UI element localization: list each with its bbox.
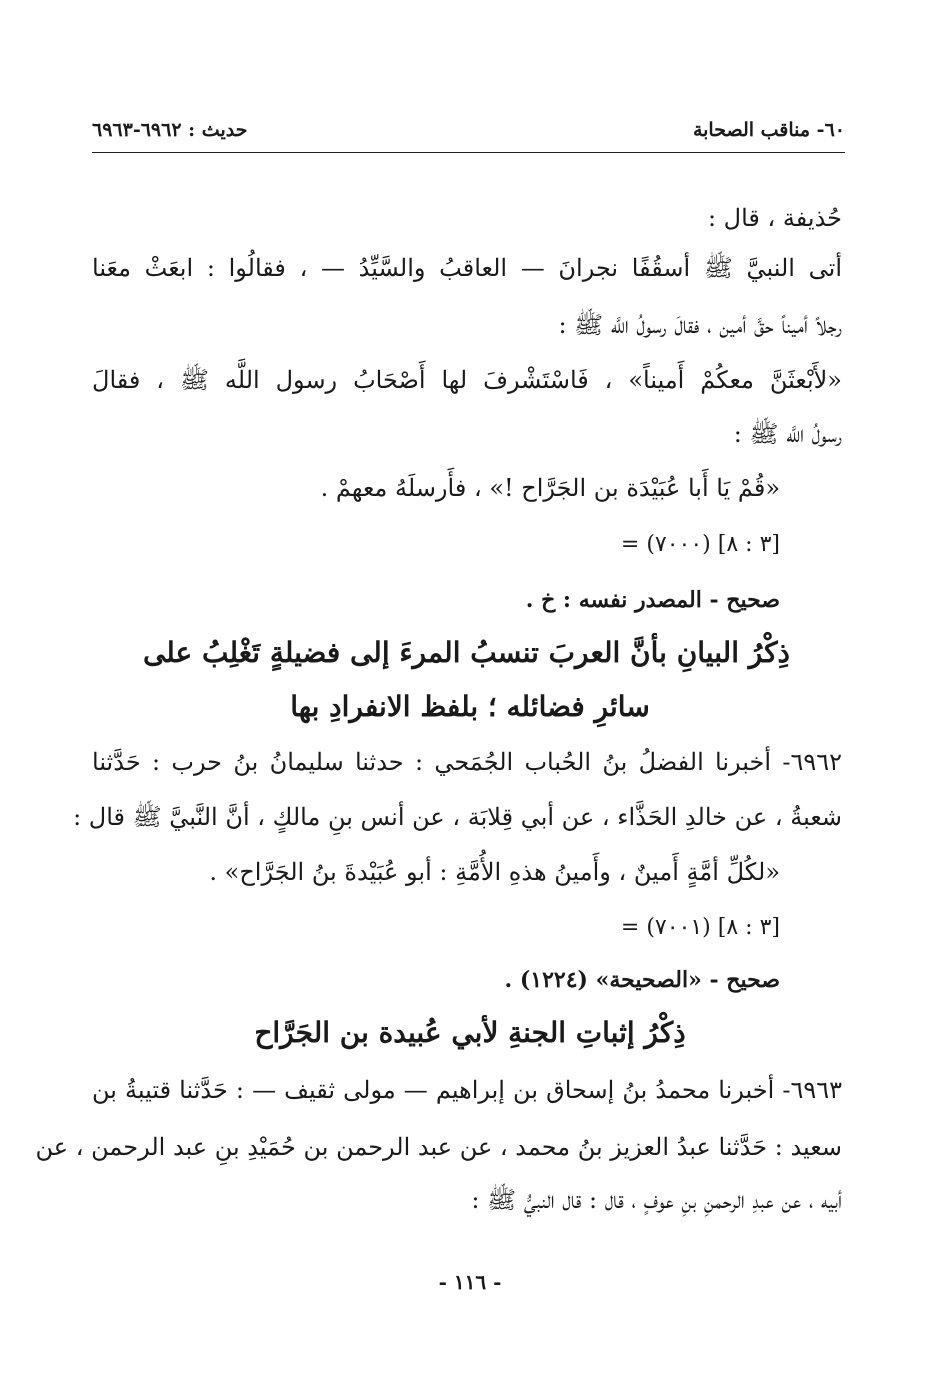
section-title: سائرِ فضائله ؛ بلفظ الانفرادِ بها [290,690,650,723]
reference-line: = (٧٠٠٠) [٣ : ٨] [620,532,780,557]
text-line: ٦٩٦٢- أخبرنا الفضلُ بنُ الحُباب الجُمَحي : حدثنا سليمانُ بنُ حرب : حَدَّثنا [92,748,842,776]
text-line: «لكُلِّ أمَّةٍ أَمينٌ ، وأَمينُ هذهِ الأُمَّةِ : أبو عُبَيْدةَ بنُ الجَرَّاح» . [209,858,780,886]
text-line: سعيد : حَدَّثنا عبدُ العزيز بنُ محمد ، عن عبد الرحمن بن حُمَيْدِ بنِ عبد الرحمن ، عن [35,1133,842,1161]
text-line: ٦٩٦٣- أخبرنا محمدُ بنُ إسحاق بن إبراهيم — مولى ثقيف — : حَدَّثنا قتيبةُ بن [92,1076,842,1104]
text-line: أتى النبيَّ ﷺ أسقُفًا نجرانَ — العاقبُ والسَّيِّدُ — ، فقالُوا : ابعَثْ معَنا [92,254,842,282]
text-line: شعبةُ ، عن خالدِ الحَذَّاء ، عن أبي قِلابَة ، عن أنس بنِ مالكٍ ، أنَّ النَّبيَّ ﷺ قال : [73,803,842,831]
text-line: «قُمْ يَا أَبا عُبَيْدَة بن الجَرَّاح !» ، فأَرسلَهُ معهمْ . [320,474,780,502]
header-chapter: ٦٠- مناقب الصحابة [692,119,845,141]
text-line: حُذيفة ، قال : [707,204,842,232]
header-rule [92,152,845,153]
page-number: - ١١٦ - [438,1270,502,1294]
text-line: أبيه ، عن عبدِ الرحمنِ بنِ عوفٍ ، قال : قال النبيُّ ﷺ : [471,1186,842,1214]
grading-line: صحيح - المصدر نفسه : خ . [525,587,780,613]
section-title: ذِكْرُ البيانِ بأنَّ العربَ تنسبُ المرءَ إلى فضيلةٍ تَغْلِبُ على [142,636,790,669]
section-title: ذِكْرُ إثباتِ الجنةِ لأبي عُبيدة بن الجَرَّاح [254,1016,686,1049]
reference-line: = (٧٠٠١) [٣ : ٨] [620,915,780,940]
text-line: رجلاً أميناً حقَّ أمين ، فقالَ رسولُ اللَّه ﷺ : [558,311,842,339]
header-hadith-range: حديث : ٦٩٦٢-٦٩٦٣ [92,119,248,141]
grading-line: صحيح - «الصحيحة» (١٢٢٤) . [504,967,780,993]
text-line: رسولُ اللَّه ﷺ : [733,420,842,448]
text-line: «لأَبْعثَنَّ معكُمْ أَميناً» ، فَاسْتَشْرفَ لها أَصْحَابُ رسول اللَّه ﷺ ، فقالَ [92,366,842,394]
